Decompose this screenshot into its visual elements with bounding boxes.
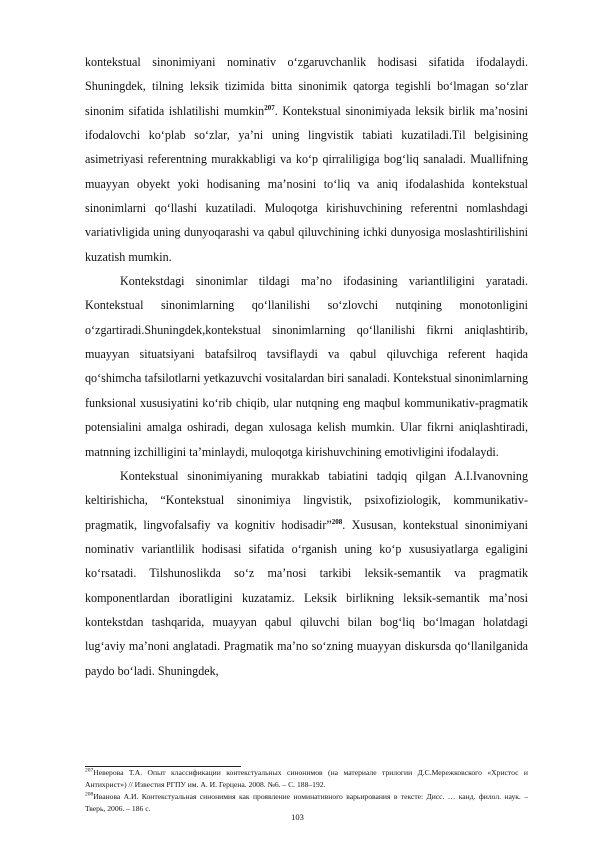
- footnotes: [85, 767, 528, 815]
- footnote-number: 208: [85, 791, 94, 798]
- paragraph-3-text-a: Kontekstual sinonimiyaning murakkab tabiatini tadqiq qilgan A.I.Ivanovning keltirishicha, “Kontekstual sinonimiya lingvistik, psixofiziologik, kommunikativ-pragmatik, lingvofalsafiy va kognitiv hodisadir”: [85, 468, 528, 532]
- footnote-text: Иванова А.И. Контекстуальная синонимия как проявление номинативного варьирования в тексте: Дисс. … канд. филол. наук. – Тверь, 2006. – 186 с.: [85, 792, 528, 813]
- paragraph-1: [85, 50, 528, 269]
- paragraph-1-text-a: kontekstual sinonimiyani nominativ o‘zgaruvchanlik hodisasi sifatida ifodalaydi. Shuningdek, tilning leksik tizimida bitta sinonimik qatorga tegishli bo‘lmagan so‘zlar sinonim sifatida ishlatilishi mumkin: [85, 55, 528, 118]
- page-body: [85, 50, 528, 683]
- footnote-ref-207[interactable]: 207: [264, 103, 275, 112]
- paragraph-1-text-b: . Kontekstual sinonimiyada leksik birlik ma’nosini ifodalovchi ko‘plab so‘zlar, ya’ni uning lingvistik tabiati kuzatiladi.Til belgisining asimetriyasi referentning murakkabligi va ko‘p qirraliligiga bog‘liq sanaladi. Muallifning muayyan obyekt yoki hodisaning ma’nosini to‘liq va aniq ifodalashida kontekstual sinonimlarni qo‘llashi kuzatiladi. Muloqotga kirishuvchining referentni nomlashdagi variativligida uning dunyoqarashi va qabul qiluvchining ichki dunyosiga moslashtirilishini kuzatish mumkin.: [85, 103, 528, 264]
- page-number: 103: [291, 812, 304, 822]
- footnote-ref-208[interactable]: 208: [331, 517, 343, 526]
- paragraph-3: [85, 464, 528, 683]
- paragraph-2: Kontekstdagi sinonimlar tildagi ma’no ifodasining variantliligini yaratadi. Kontekstual sinonimlarning qo‘llanilishi so‘zlovchi nutqining monotonligini o‘zgartiradi.Shuningdek,kontekstual sinonimlarning qo‘llanilishi fikrni aniqlashtirib, muayyan situatsiyani batafsilroq tavsiflaydi va qabul qiluvchiga referent haqida qo‘shimcha tafsilotlarni yetkazuvchi vositalardan biri sanaladi. Kontekstual sinonimlarning funksional xususiyatini ko‘rib chiqib, ular nutqning eng maqbul kommunikativ-pragmatik potensialini amalga oshiradi, degan xulosaga kelish mumkin. Ular fikrni aniqlashtiradi, matnning izchilligini ta’minlaydi, muloqotga kirishuvchining emotivligini ifodalaydi.: [85, 274, 528, 459]
- paragraph-3-text-b: . Xususan, kontekstual sinonimiyani nominativ variantlilik hodisasi sifatida o‘rganish uning ko‘p xususiyatlarga egaligini ko‘rsatadi. Tilshunoslikda so‘z ma’nosi tarkibi leksik-semantik va pragmatik komponentlardan iboratligini kuzatamiz. Leksik birlikning leksik-semantik ma’nosi kontekstdan tashqarida, muayyan qabul qiluvchi bilan bog‘liq bo‘lmagan holatdagi lug‘aviy ma’noni anglatadi. Pragmatik ma’no so‘zning muayyan diskursda qo‘llanilganida paydo bo‘ladi. Shuningdek,: [85, 517, 528, 678]
- footnote-number: 207: [85, 767, 94, 774]
- footnote-text: Неверова Т.А. Опыт классификации контекстуальных синонимов (на материале трилогии Д.С.Мережковского «Христос и Антихрист») // Известия РГПУ им. А. И. Герцена. 2008. №6. – С. 188–192.: [85, 768, 528, 789]
- footnote-207: [85, 767, 528, 791]
